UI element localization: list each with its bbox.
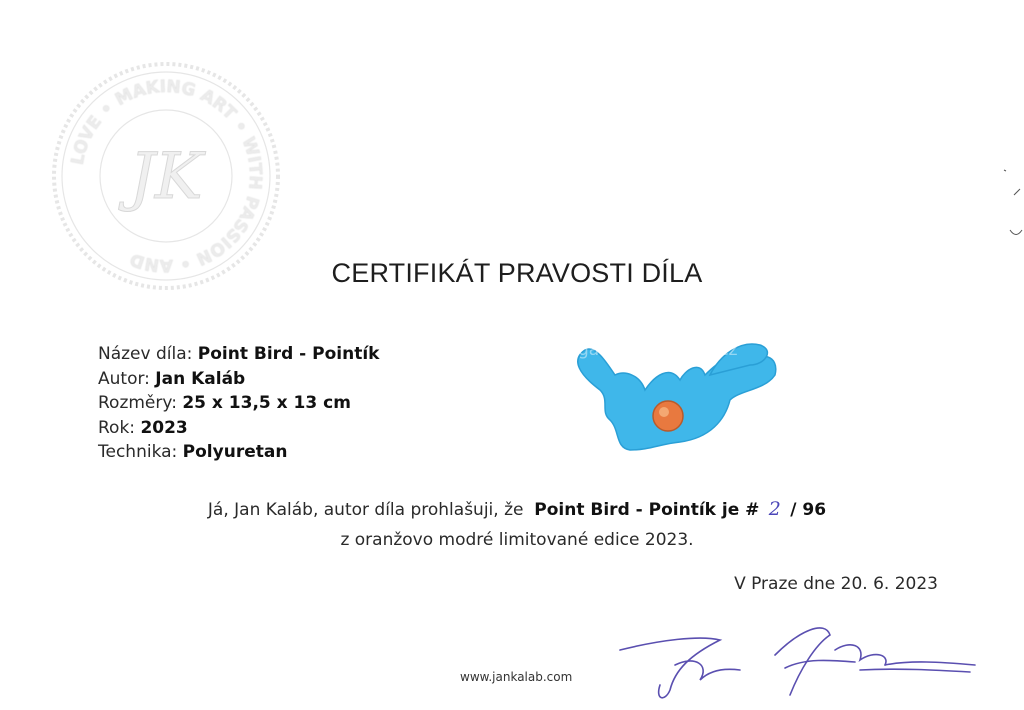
image-watermark: galeriesamizdat.cz [578, 340, 738, 360]
detail-row-technique: Technika: Polyuretan [98, 442, 288, 463]
seal-monogram: JK [129, 140, 203, 214]
detail-row-dimensions: Rozměry: 25 x 13,5 x 13 cm [98, 393, 351, 414]
artwork-details [98, 342, 379, 465]
declaration-line-1: Já, Jan Kaláb, autor díla prohlašuji, že Point Bird - Pointík je # 2 / 96 [207, 498, 827, 520]
signature [600, 610, 980, 705]
declaration [0, 494, 1024, 555]
website-url: www.jankalab.com [460, 670, 573, 684]
edition-number: 2 [768, 498, 781, 520]
edge-marks [1000, 160, 1024, 250]
seal-ring-text: LOVE • MAKING ART • WITH PASSION • AND [67, 76, 266, 276]
detail-row-year: Rok: 2023 [98, 417, 188, 438]
certificate-title: CERTIFIKÁT PRAVOSTI DÍLA [331, 258, 703, 288]
place-date: V Praze dne 20. 6. 2023 [734, 574, 938, 594]
detail-row-title: Název díla: Point Bird - Pointík [98, 344, 380, 364]
detail-row-author: Autor: Jan Kaláb [98, 368, 246, 389]
declaration-line-2: z oranžovo modré limitované edice 2023. [340, 530, 694, 550]
